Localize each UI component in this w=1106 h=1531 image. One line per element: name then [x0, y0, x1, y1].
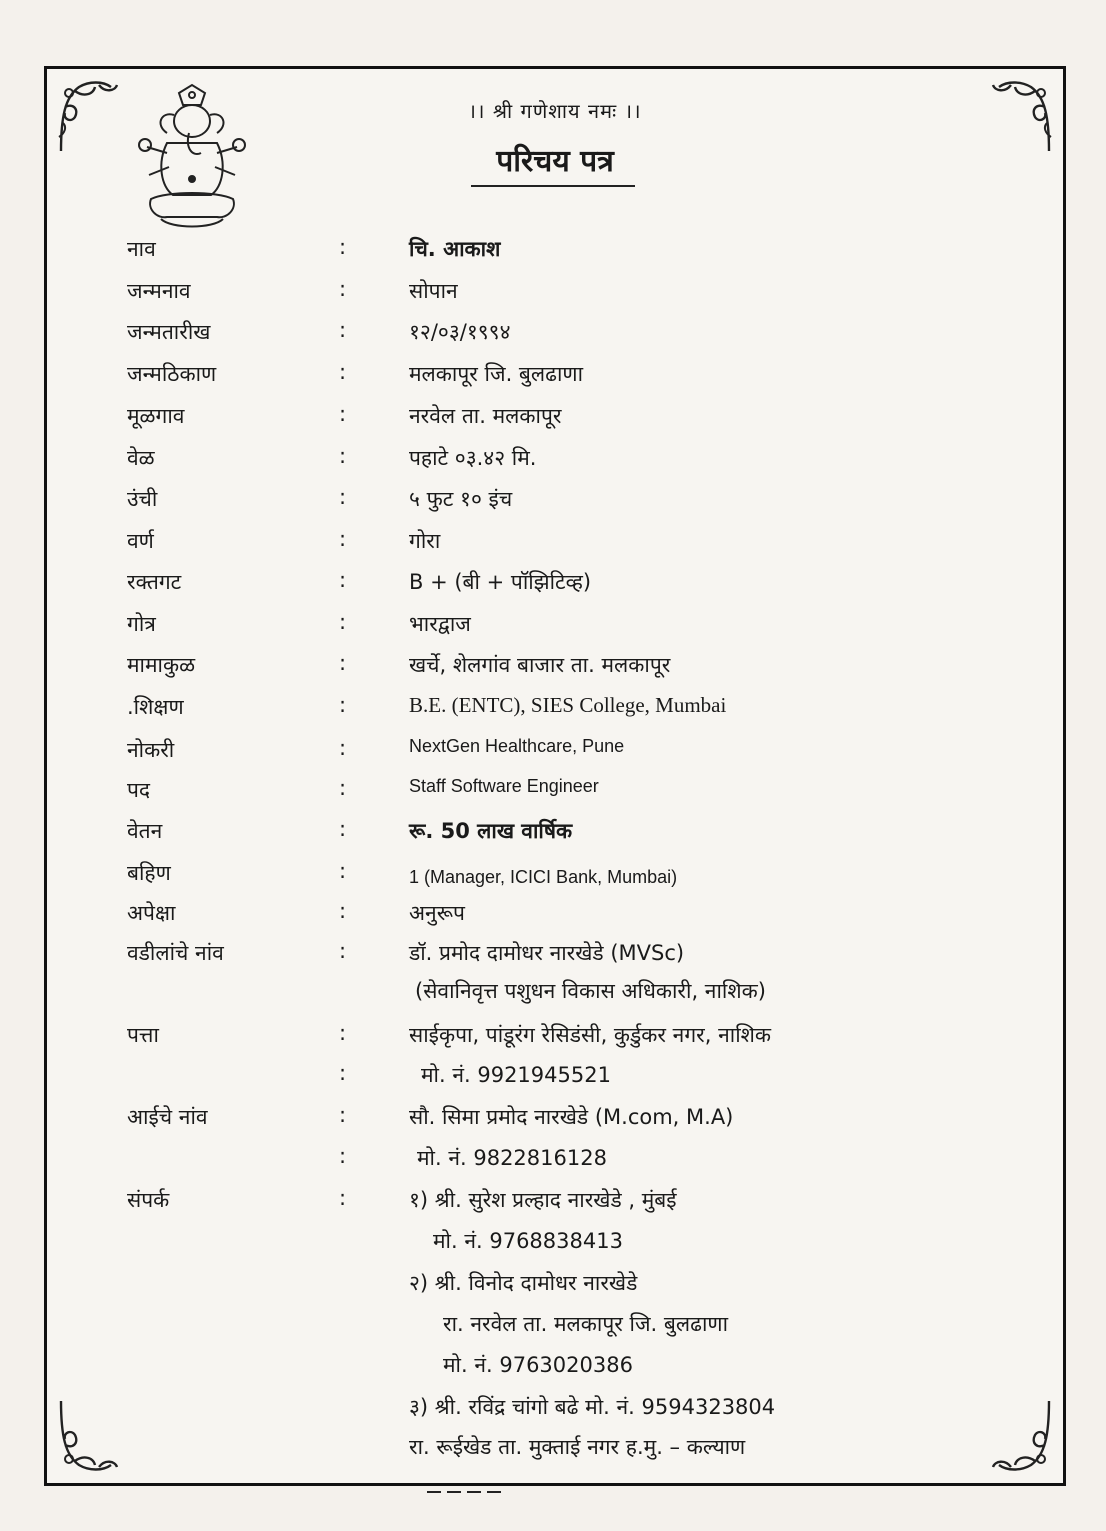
- field-row-education: [47, 693, 1063, 733]
- colon: :: [339, 736, 347, 760]
- field-label: पद: [127, 778, 151, 802]
- colon: :: [339, 1186, 347, 1210]
- colon: :: [339, 318, 347, 342]
- field-row-time: [47, 444, 1063, 484]
- field-label: नाव: [127, 237, 156, 261]
- field-label: वेळ: [127, 446, 155, 470]
- colon: :: [339, 527, 347, 551]
- field-row-expectation: [47, 899, 1063, 939]
- colon: :: [339, 1103, 347, 1127]
- field-value: डॉ. प्रमोद दामोधर नारखेडे (MVSc): [409, 941, 685, 965]
- field-label: वेतन: [127, 819, 163, 843]
- colon: :: [339, 277, 347, 301]
- biodata-sheet: [44, 66, 1066, 1486]
- field-row-blood-group: [47, 568, 1063, 608]
- field-row-mother: [47, 1103, 1063, 1143]
- field-row-maternal-family: [47, 651, 1063, 691]
- field-value: नरवेल ता. मलकापूर: [409, 404, 562, 428]
- colon: :: [339, 1144, 347, 1168]
- field-label: .शिक्षण: [127, 695, 184, 719]
- field-label: नोकरी: [127, 738, 175, 762]
- field-row-gotra: [47, 610, 1063, 650]
- field-row-father-phone: [47, 1061, 1063, 1101]
- field-label: संपर्क: [127, 1188, 170, 1212]
- colon: :: [339, 485, 347, 509]
- field-row-address: [47, 1021, 1063, 1061]
- colon: :: [339, 610, 347, 634]
- colon: :: [339, 1061, 347, 1085]
- field-row-salary: [47, 817, 1063, 857]
- field-row-height: [47, 485, 1063, 525]
- field-value: सोपान: [409, 279, 458, 303]
- colon: :: [339, 651, 347, 675]
- field-value: मो. नं. 9921945521: [421, 1063, 611, 1087]
- field-label: अपेक्षा: [127, 901, 176, 925]
- field-value: (सेवानिवृत्त पशुधन विकास अधिकारी, नाशिक): [415, 979, 766, 1003]
- field-row-contact: [47, 1186, 1063, 1226]
- bottom-border-mark: [427, 1489, 507, 1495]
- field-row-birth-name: [47, 277, 1063, 317]
- colon: :: [339, 817, 347, 841]
- field-value: २) श्री. विनोद दामोधर नारखेडे: [409, 1271, 638, 1295]
- field-value: गोरा: [409, 529, 441, 553]
- field-label: मूळगाव: [127, 404, 185, 428]
- field-value: Staff Software Engineer: [409, 776, 599, 796]
- field-row-position: [47, 776, 1063, 816]
- field-row-mother-phone: [47, 1144, 1063, 1184]
- field-value: सौ. सिमा प्रमोद नारखेडे (M.com, M.A): [409, 1105, 734, 1129]
- field-row-contact-2-address: [47, 1310, 1063, 1350]
- field-value: १) श्री. सुरेश प्रल्हाद नारखेडे , मुंबई: [409, 1188, 677, 1212]
- field-value: B + (बी + पॉझिटिव्ह): [409, 570, 592, 594]
- field-value: पहाटे ०३.४२ मि.: [409, 446, 537, 470]
- field-row-birth-date: [47, 318, 1063, 358]
- field-row-father: [47, 939, 1063, 979]
- field-label: वडीलांचे नांव: [127, 941, 224, 965]
- field-value: रू. 50 लाख वार्षिक: [409, 819, 573, 843]
- field-value: १२/०३/१९९४: [409, 320, 511, 344]
- field-value: मो. नं. 9822816128: [417, 1146, 607, 1170]
- field-label: वर्ण: [127, 529, 154, 553]
- field-row-contact-3: [47, 1393, 1063, 1433]
- colon: :: [339, 402, 347, 426]
- field-label: गोत्र: [127, 612, 156, 636]
- field-row-name: [47, 235, 1063, 275]
- field-row-job: [47, 736, 1063, 776]
- field-value: मो. नं. 9763020386: [443, 1353, 633, 1377]
- colon: :: [339, 776, 347, 800]
- field-value: अनुरूप: [409, 901, 465, 925]
- field-value: 1 (Manager, ICICI Bank, Mumbai): [409, 867, 678, 887]
- colon: :: [339, 235, 347, 259]
- field-value: साईकृपा, पांडूरंग रेसिडंसी, कुर्डुकर नगर, नाशिक: [409, 1023, 772, 1047]
- title-underline: [471, 185, 635, 187]
- colon: :: [339, 939, 347, 963]
- field-label: रक्तगट: [127, 570, 182, 594]
- field-value: भारद्वाज: [409, 612, 471, 636]
- field-value: B.E. (ENTC), SIES College, Mumbai: [409, 693, 727, 717]
- field-value: मो. नं. 9768838413: [433, 1229, 623, 1253]
- field-value: खर्चे, शेलगांव बाजार ता. मलकापूर: [409, 653, 671, 677]
- field-row-contact-1-phone: [47, 1227, 1063, 1267]
- invocation-line: ।। श्री गणेशाय नमः ।।: [468, 99, 642, 123]
- field-value: मलकापूर जि. बुलढाणा: [409, 362, 584, 386]
- field-label: उंची: [127, 487, 158, 511]
- field-label: जन्मतारीख: [127, 320, 211, 344]
- field-label: मामाकुळ: [127, 653, 196, 677]
- field-row-sister: [47, 859, 1063, 899]
- colon: :: [339, 1021, 347, 1045]
- field-label: पत्ता: [127, 1023, 159, 1047]
- field-value: NextGen Healthcare, Pune: [409, 736, 625, 756]
- field-row-contact-3-address: [47, 1433, 1063, 1473]
- colon: :: [339, 360, 347, 384]
- field-row-contact-2-phone: [47, 1351, 1063, 1391]
- field-label: जन्मठिकाण: [127, 362, 217, 386]
- colon: :: [339, 859, 347, 883]
- colon: :: [339, 899, 347, 923]
- field-row-father-detail: [47, 977, 1063, 1017]
- colon: :: [339, 568, 347, 592]
- field-row-birth-place: [47, 360, 1063, 400]
- field-row-native-place: [47, 402, 1063, 442]
- field-label: बहिण: [127, 861, 171, 885]
- field-label: आईचे नांव: [127, 1105, 208, 1129]
- field-row-complexion: [47, 527, 1063, 567]
- page-title: परिचय पत्र: [496, 144, 614, 179]
- colon: :: [339, 444, 347, 468]
- field-value: रा. रूईखेड ता. मुक्ताई नगर ह.मु. – कल्याण: [409, 1435, 746, 1459]
- field-label: जन्मनाव: [127, 279, 191, 303]
- colon: :: [339, 693, 347, 717]
- field-value: रा. नरवेल ता. मलकापूर जि. बुलढाणा: [443, 1312, 729, 1336]
- field-value: ५ फुट १० इंच: [409, 487, 513, 511]
- field-value: ३) श्री. रविंद्र चांगो बढे मो. नं. 9594323804: [409, 1395, 776, 1419]
- field-value: चि. आकाश: [409, 237, 501, 261]
- field-row-contact-2: [47, 1269, 1063, 1309]
